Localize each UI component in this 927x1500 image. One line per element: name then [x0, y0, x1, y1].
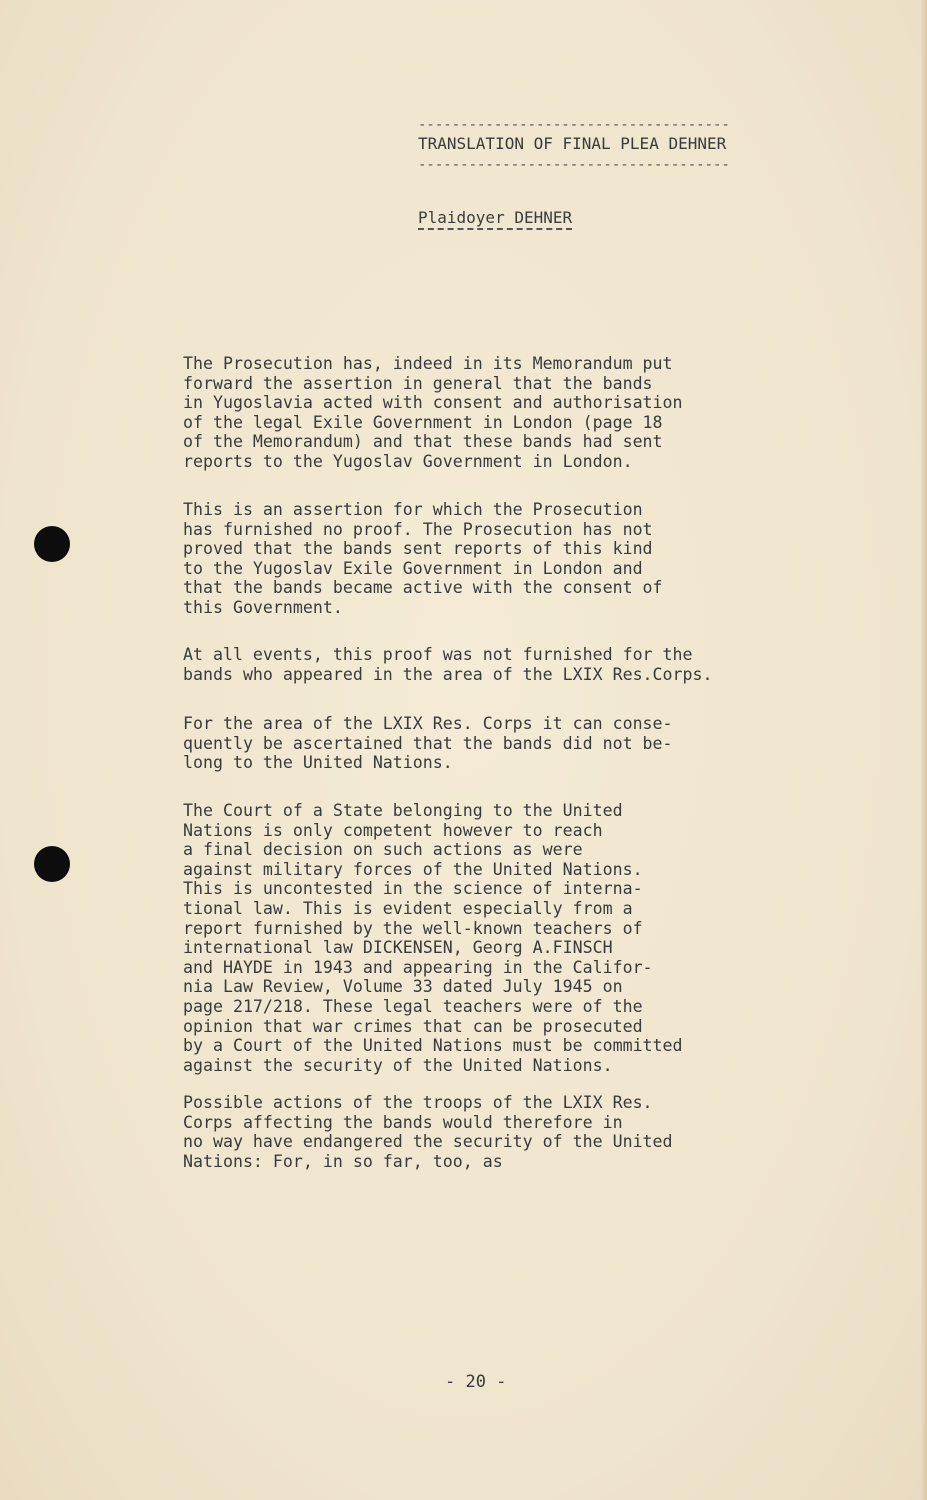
paragraph-4: For the area of the LXIX Res. Corps it can conse- quently be ascertained that the bands did not be- long to the United Nations.: [183, 714, 673, 773]
header-rule-bottom: -------------------------------------: [418, 158, 730, 168]
header-rule-top: -------------------------------------: [418, 118, 730, 128]
paragraph-1: The Prosecution has, indeed in its Memorandum put forward the assertion in general that the bands in Yugoslavia acted with consent and authorisation of the legal Exile Government in London (page 18 of the Memorandum) and that these bands had sent reports to the Yugoslav Government in London.: [183, 354, 683, 471]
page-edge: [921, 0, 927, 1500]
paragraph-5: The Court of a State belonging to the United Nations is only competent however to reach a final decision on such actions as were against military forces of the United Nations. This is uncontested in the science of interna- tional law. This is evident especially from a report furnished by the well-known teachers of international law DICKENSEN, Georg A.FINSCH and HAYDE in 1943 and appearing in the Califor- nia Law Review, Volume 33 dated July 1945 on page 217/218. These legal teachers were of the opinion that war crimes that can be prosecuted by a Court of the United Nations must be committed against the security of the United Nations.: [183, 801, 683, 1075]
document-subtitle: Plaidoyer DEHNER: [418, 208, 572, 230]
punch-hole-upper: [34, 526, 70, 562]
header: [418, 118, 798, 168]
punch-hole-lower: [34, 846, 70, 882]
paragraph-2: This is an assertion for which the Prosecution has furnished no proof. The Prosecution has not proved that the bands sent reports of this kind to the Yugoslav Exile Government in London and that the bands became active with the consent of this Government.: [183, 500, 663, 617]
page-number: - 20 -: [445, 1372, 507, 1392]
paragraph-3: At all events, this proof was not furnished for the bands who appeared in the area of the LXIX Res.Corps.: [183, 645, 713, 684]
document-title: TRANSLATION OF FINAL PLEA DEHNER: [418, 134, 727, 153]
paragraph-6: Possible actions of the troops of the LXIX Res. Corps affecting the bands would therefore in no way have endangered the security of the United Nations: For, in so far, too, as: [183, 1093, 673, 1171]
